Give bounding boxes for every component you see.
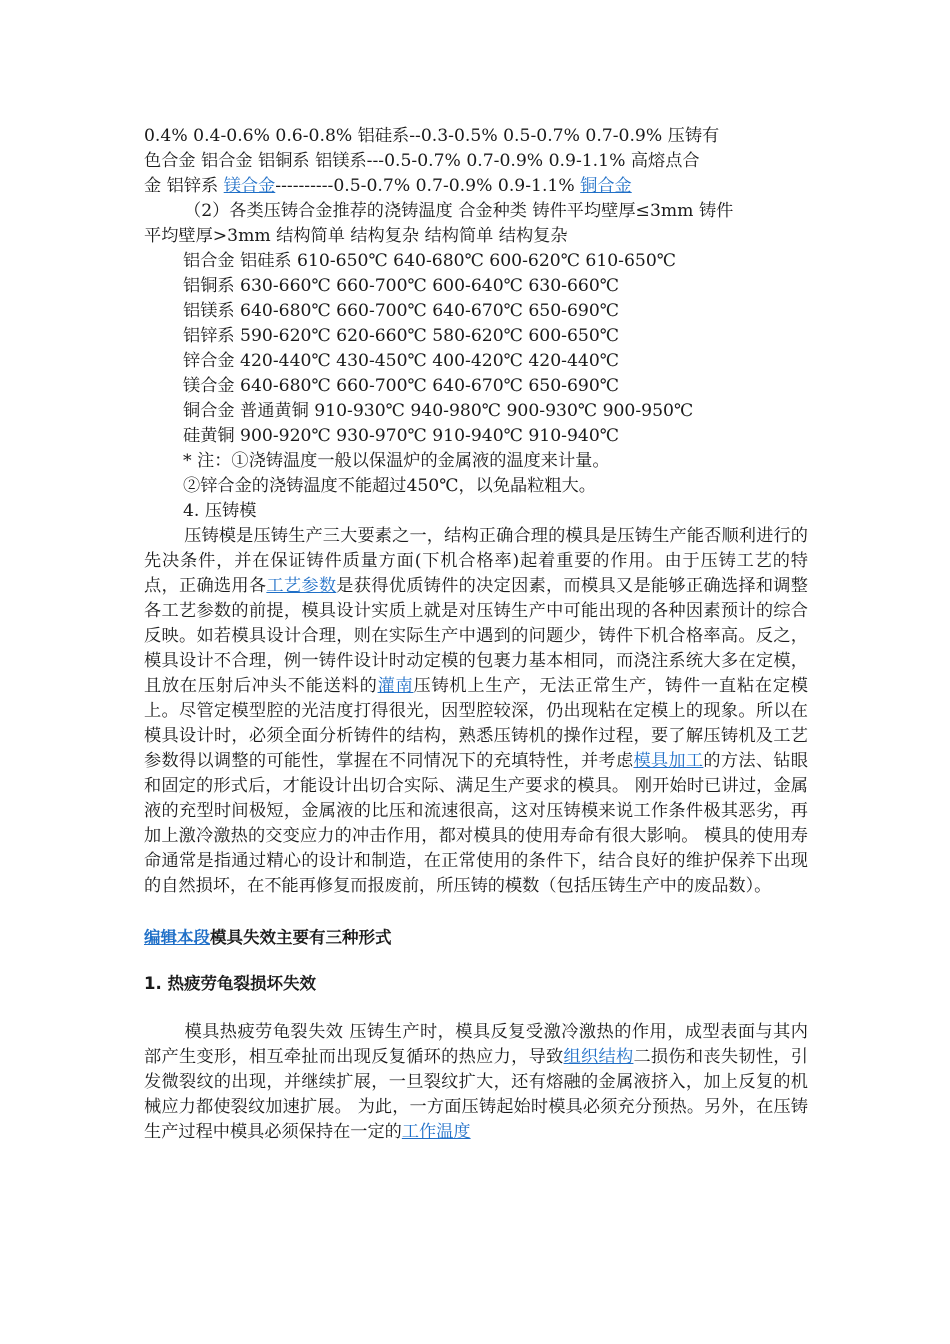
text-run: 二损伤和丧失韧性，引发微裂纹的出现，并继续扩展，一旦裂纹扩大，还有熔融的金属液挤入，加上反复的机械应力都使裂纹加速扩展。 为此，一方面压铸起始时模具必须充分预热。另外，在压铸生产过程中模具必须保持在一定的 [144, 1047, 808, 1142]
link-microstructure[interactable]: 组织结构 [563, 1047, 634, 1067]
link-mold-machining[interactable]: 模具加工 [633, 751, 704, 771]
table-row: 铝合金 铝硅系 610-650℃ 640-680℃ 600-620℃ 610-650℃ [183, 251, 677, 271]
note-line: * 注：①浇铸温度一般以保温炉的金属液的温度来计量。 [183, 451, 610, 471]
table-row: 镁合金 640-680℃ 660-700℃ 640-670℃ 650-690℃ [183, 376, 619, 396]
link-guannan[interactable]: 灌南 [377, 676, 414, 696]
text-run: 压铸机上生产，无法正常生产，铸件一直粘在定模上。尽管定模型腔的光洁度打得很光，因型腔较深，仍出现粘在定模上的现象。所以在模具设计时，必须全面分析铸件的结构，熟悉压铸机的操作过程，要了解压铸机及工艺参数得以调整的可能性，掌握在不同情况下的充填特性，并考虑 [144, 676, 808, 771]
text-line [144, 174, 808, 199]
table-row: 硅黄铜 900-920℃ 930-970℃ 910-940℃ 910-940℃ [183, 426, 619, 446]
notes [144, 449, 808, 499]
temperature-table [144, 249, 808, 449]
text-run: 压铸模是压铸生产三大要素之一，结构正确合理的模具是压铸生产能否顺利进行的先决条件，并在保证铸件质量方面(下机合格率)起着重要的作用。由于压铸工艺的特点，正确选用各 [144, 526, 808, 596]
text-line: 色合金 铝合金 铝铜系 铝镁系---0.5-0.7% 0.7-0.9% 0.9-1.1% 高熔点合 [144, 151, 700, 171]
thermal-fatigue-heading: 1. 热疲劳龟裂损坏失效 [144, 974, 316, 993]
edit-section-link[interactable]: 编辑本段 [144, 928, 210, 947]
text-run: 是获得优质铸件的决定因素，而模具又是能够正确选择和调整各工艺参数的前提，模具设计实质上就是对压铸生产中可能出现的各种因素预计的综合反映。如若模具设计合理，则在实际生产中遇到的问题少，铸件下机合格率高。反之，模具设计不合理，例一铸件设计时动定模的包裹力基本相同，而浇注系统大多在定模，且放在压射后冲头不能送料的 [144, 576, 808, 696]
document-page [144, 124, 808, 1145]
table-row: 锌合金 420-440℃ 430-450℃ 400-420℃ 420-440℃ [183, 351, 619, 371]
section4-title: 4. 压铸模 [183, 501, 257, 521]
section2-heading [144, 199, 808, 249]
table-row: 铝铜系 630-660℃ 660-700℃ 600-640℃ 630-660℃ [183, 276, 619, 296]
text-run: 模具热疲劳龟裂失效 压铸生产时，模具反复受激冷激热的作用，成型表面与其内部产生变形，相互牵扯而出现反复循环的热应力，导致 [144, 1022, 808, 1067]
text-run: 金 铝锌系 [144, 176, 224, 196]
link-process-parameters[interactable]: 工艺参数 [266, 576, 337, 596]
note-line: ②锌合金的浇铸温度不能超过450℃，以免晶粒粗大。 [183, 476, 596, 496]
text-line: 平均壁厚>3mm 结构简单 结构复杂 结构简单 结构复杂 [144, 226, 568, 246]
table-row: 铝锌系 590-620℃ 620-660℃ 580-620℃ 600-650℃ [183, 326, 619, 346]
text-line: 0.4% 0.4-0.6% 0.6-0.8% 铝硅系--0.3-0.5% 0.5-0.7% 0.7-0.9% 压铸有 [144, 126, 720, 146]
link-magnesium-alloy[interactable]: 镁合金 [223, 176, 276, 196]
table-row: 铜合金 普通黄铜 910-930℃ 940-980℃ 900-930℃ 900-950℃ [183, 401, 694, 421]
fatigue-paragraph [144, 1020, 808, 1145]
heading-text: 模具失效主要有三种形式 [210, 928, 392, 947]
text-run: ----------0.5-0.7% 0.7-0.9% 0.9-1.1% [275, 176, 581, 196]
table-row: 铝镁系 640-680℃ 660-700℃ 640-670℃ 650-690℃ [183, 301, 619, 321]
link-copper-alloy[interactable]: 铜合金 [580, 176, 632, 196]
failure-modes-heading [144, 925, 808, 950]
text-line: （2）各类压铸合金推荐的浇铸温度 合金种类 铸件平均壁厚≤3mm 铸件 [184, 201, 734, 221]
top-paragraph [144, 124, 808, 199]
text-run: 的方法、钻眼和固定的形式后，才能设计出切合实际、满足生产要求的模具。 刚开始时已讲过，金属液的充型时间极短，金属液的比压和流速很高，这对压铸模来说工作条件极其恶劣，再加上激冷激热的交变应力的冲击作用，都对模具的使用寿命有很大影响。 模具的使用寿命通常是指通过精心的设计和制造，在正常使用的条件下，结合良好的维护保养下出现的自然损坏，在不能再修复而报废前，所压铸的模数（包括压铸生产中的废品数）。 [144, 751, 808, 896]
link-working-temperature[interactable]: 工作温度 [401, 1122, 471, 1142]
mold-paragraph [144, 524, 808, 899]
